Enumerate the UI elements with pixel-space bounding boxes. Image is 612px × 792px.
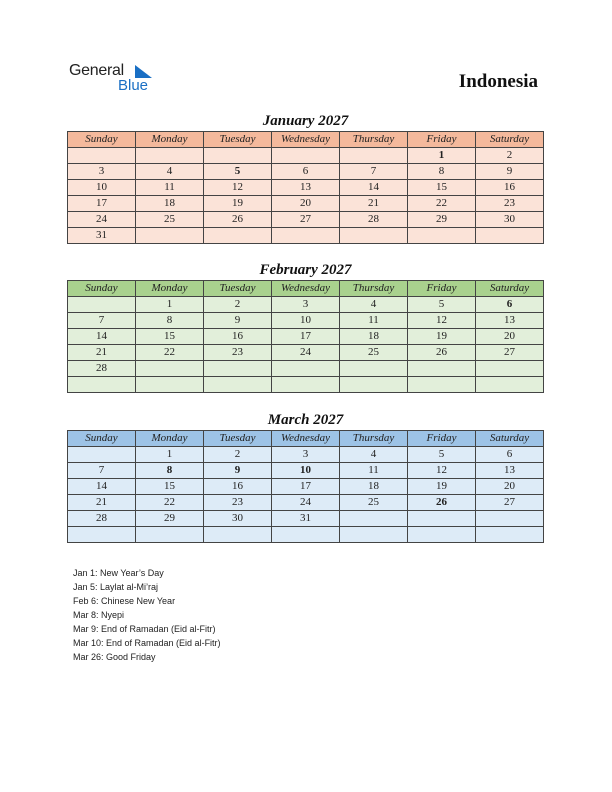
empty-day-cell xyxy=(68,377,136,393)
day-cell: 11 xyxy=(136,180,204,196)
weekday-header: Sunday xyxy=(68,132,136,148)
day-cell: 24 xyxy=(272,345,340,361)
holiday-day-cell: 10 xyxy=(272,463,340,479)
day-cell: 5 xyxy=(408,297,476,313)
month-title-march: March 2027 xyxy=(267,412,344,428)
weekday-header-row xyxy=(68,132,544,148)
month-title-january: January 2027 xyxy=(262,113,349,129)
empty-day-cell xyxy=(476,377,544,393)
day-cell: 24 xyxy=(68,212,136,228)
week-row xyxy=(68,361,544,377)
day-cell: 6 xyxy=(476,447,544,463)
weekday-header: Wednesday xyxy=(272,281,340,297)
day-cell: 19 xyxy=(204,196,272,212)
weekday-header-row xyxy=(68,431,544,447)
day-cell: 14 xyxy=(68,329,136,345)
empty-day-cell xyxy=(408,377,476,393)
calendar-table-february xyxy=(67,280,544,393)
day-cell: 10 xyxy=(68,180,136,196)
day-cell: 8 xyxy=(408,164,476,180)
holiday-item: Mar 8: Nyepi xyxy=(73,610,125,620)
day-cell: 14 xyxy=(340,180,408,196)
day-cell: 17 xyxy=(68,196,136,212)
day-cell: 8 xyxy=(136,313,204,329)
empty-day-cell xyxy=(204,361,272,377)
weekday-header: Monday xyxy=(136,132,204,148)
holiday-item: Mar 10: End of Ramadan (Eid al-Fitr) xyxy=(73,638,221,648)
day-cell: 27 xyxy=(476,495,544,511)
day-cell: 7 xyxy=(68,463,136,479)
day-cell: 19 xyxy=(408,329,476,345)
weekday-header: Saturday xyxy=(476,281,544,297)
empty-day-cell xyxy=(340,361,408,377)
country-title: Indonesia xyxy=(458,71,538,92)
day-cell: 31 xyxy=(272,511,340,527)
week-row xyxy=(68,447,544,463)
day-cell: 28 xyxy=(68,511,136,527)
holiday-day-cell: 9 xyxy=(204,463,272,479)
day-cell: 15 xyxy=(136,479,204,495)
day-cell: 18 xyxy=(340,329,408,345)
empty-day-cell xyxy=(476,511,544,527)
day-cell: 11 xyxy=(340,313,408,329)
day-cell: 15 xyxy=(136,329,204,345)
day-cell: 9 xyxy=(204,313,272,329)
empty-day-cell xyxy=(136,228,204,244)
weekday-header: Friday xyxy=(408,431,476,447)
empty-day-cell xyxy=(136,361,204,377)
week-row xyxy=(68,164,544,180)
empty-day-cell xyxy=(68,297,136,313)
day-cell: 25 xyxy=(340,495,408,511)
holiday-day-cell: 26 xyxy=(408,495,476,511)
day-cell: 18 xyxy=(136,196,204,212)
weekday-header: Wednesday xyxy=(272,132,340,148)
week-row xyxy=(68,345,544,361)
day-cell: 22 xyxy=(136,495,204,511)
empty-day-cell xyxy=(204,148,272,164)
day-cell: 13 xyxy=(476,463,544,479)
day-cell: 20 xyxy=(476,479,544,495)
day-cell: 4 xyxy=(136,164,204,180)
empty-day-cell xyxy=(272,361,340,377)
empty-day-cell xyxy=(340,511,408,527)
week-row xyxy=(68,196,544,212)
day-cell: 20 xyxy=(272,196,340,212)
day-cell: 18 xyxy=(340,479,408,495)
month-march xyxy=(67,410,544,543)
empty-day-cell xyxy=(204,527,272,543)
weekday-header: Tuesday xyxy=(204,132,272,148)
empty-day-cell xyxy=(68,447,136,463)
weekday-header: Monday xyxy=(136,431,204,447)
empty-day-cell xyxy=(476,228,544,244)
empty-day-cell xyxy=(340,377,408,393)
weekday-header: Tuesday xyxy=(204,431,272,447)
holiday-item: Jan 5: Laylat al-Mi’raj xyxy=(73,582,159,592)
day-cell: 21 xyxy=(68,345,136,361)
weekday-header: Monday xyxy=(136,281,204,297)
day-cell: 1 xyxy=(136,297,204,313)
holiday-list xyxy=(73,566,221,664)
day-cell: 2 xyxy=(204,447,272,463)
week-row xyxy=(68,463,544,479)
day-cell: 7 xyxy=(340,164,408,180)
empty-day-cell xyxy=(136,148,204,164)
day-cell: 15 xyxy=(408,180,476,196)
day-cell: 23 xyxy=(204,495,272,511)
empty-day-cell xyxy=(340,228,408,244)
day-cell: 2 xyxy=(204,297,272,313)
day-cell: 25 xyxy=(136,212,204,228)
holiday-day-cell: 1 xyxy=(408,148,476,164)
weekday-header: Sunday xyxy=(68,431,136,447)
weekday-header: Saturday xyxy=(476,431,544,447)
empty-day-cell xyxy=(68,527,136,543)
week-row xyxy=(68,479,544,495)
day-cell: 17 xyxy=(272,329,340,345)
empty-day-cell xyxy=(204,228,272,244)
day-cell: 1 xyxy=(136,447,204,463)
month-january xyxy=(67,111,544,244)
weekday-header: Tuesday xyxy=(204,281,272,297)
day-cell: 23 xyxy=(204,345,272,361)
empty-day-cell xyxy=(272,527,340,543)
holiday-day-cell: 8 xyxy=(136,463,204,479)
day-cell: 12 xyxy=(408,313,476,329)
day-cell: 29 xyxy=(408,212,476,228)
month-february xyxy=(67,260,544,393)
empty-day-cell xyxy=(476,527,544,543)
day-cell: 6 xyxy=(272,164,340,180)
day-cell: 26 xyxy=(204,212,272,228)
day-cell: 17 xyxy=(272,479,340,495)
day-cell: 16 xyxy=(204,479,272,495)
weekday-header-row xyxy=(68,281,544,297)
weekday-header: Sunday xyxy=(68,281,136,297)
month-title-february: February 2027 xyxy=(259,262,352,278)
calendar-table-march xyxy=(67,430,544,543)
day-cell: 3 xyxy=(272,297,340,313)
weekday-header: Thursday xyxy=(340,132,408,148)
day-cell: 22 xyxy=(136,345,204,361)
day-cell: 10 xyxy=(272,313,340,329)
day-cell: 29 xyxy=(136,511,204,527)
day-cell: 28 xyxy=(340,212,408,228)
weekday-header: Friday xyxy=(408,281,476,297)
weekday-header: Saturday xyxy=(476,132,544,148)
week-row xyxy=(68,297,544,313)
day-cell: 2 xyxy=(476,148,544,164)
week-row xyxy=(68,180,544,196)
week-row xyxy=(68,313,544,329)
holiday-item: Feb 6: Chinese New Year xyxy=(73,596,176,606)
day-cell: 31 xyxy=(68,228,136,244)
empty-day-cell xyxy=(408,228,476,244)
day-cell: 4 xyxy=(340,447,408,463)
day-cell: 30 xyxy=(476,212,544,228)
week-row xyxy=(68,527,544,543)
weekday-header: Thursday xyxy=(340,281,408,297)
empty-day-cell xyxy=(408,511,476,527)
day-cell: 3 xyxy=(68,164,136,180)
day-cell: 3 xyxy=(272,447,340,463)
day-cell: 16 xyxy=(204,329,272,345)
day-cell: 30 xyxy=(204,511,272,527)
day-cell: 27 xyxy=(476,345,544,361)
logo-word-general: General xyxy=(69,62,124,79)
calendar-table-january xyxy=(67,131,544,244)
week-row xyxy=(68,495,544,511)
day-cell: 25 xyxy=(340,345,408,361)
empty-day-cell xyxy=(408,527,476,543)
weekday-header: Wednesday xyxy=(272,431,340,447)
day-cell: 27 xyxy=(272,212,340,228)
empty-day-cell xyxy=(136,527,204,543)
day-cell: 21 xyxy=(340,196,408,212)
day-cell: 28 xyxy=(68,361,136,377)
day-cell: 24 xyxy=(272,495,340,511)
empty-day-cell xyxy=(272,377,340,393)
day-cell: 26 xyxy=(408,345,476,361)
week-row xyxy=(68,329,544,345)
day-cell: 14 xyxy=(68,479,136,495)
week-row xyxy=(68,148,544,164)
day-cell: 5 xyxy=(408,447,476,463)
weekday-header: Friday xyxy=(408,132,476,148)
week-row xyxy=(68,212,544,228)
holiday-item: Mar 26: Good Friday xyxy=(73,652,156,662)
empty-day-cell xyxy=(476,361,544,377)
day-cell: 13 xyxy=(272,180,340,196)
day-cell: 19 xyxy=(408,479,476,495)
day-cell: 23 xyxy=(476,196,544,212)
day-cell: 11 xyxy=(340,463,408,479)
day-cell: 13 xyxy=(476,313,544,329)
empty-day-cell xyxy=(136,377,204,393)
empty-day-cell xyxy=(340,148,408,164)
day-cell: 7 xyxy=(68,313,136,329)
holiday-day-cell: 6 xyxy=(476,297,544,313)
holiday-day-cell: 5 xyxy=(204,164,272,180)
holiday-item: Jan 1: New Year’s Day xyxy=(73,568,164,578)
day-cell: 20 xyxy=(476,329,544,345)
empty-day-cell xyxy=(68,148,136,164)
week-row xyxy=(68,377,544,393)
week-row xyxy=(68,511,544,527)
empty-day-cell xyxy=(272,228,340,244)
day-cell: 12 xyxy=(204,180,272,196)
empty-day-cell xyxy=(408,361,476,377)
empty-day-cell xyxy=(204,377,272,393)
day-cell: 9 xyxy=(476,164,544,180)
empty-day-cell xyxy=(340,527,408,543)
day-cell: 21 xyxy=(68,495,136,511)
day-cell: 12 xyxy=(408,463,476,479)
holiday-item: Mar 9: End of Ramadan (Eid al-Fitr) xyxy=(73,624,216,634)
empty-day-cell xyxy=(272,148,340,164)
weekday-header: Thursday xyxy=(340,431,408,447)
day-cell: 16 xyxy=(476,180,544,196)
week-row xyxy=(68,228,544,244)
generalblue-logo xyxy=(69,62,159,96)
day-cell: 4 xyxy=(340,297,408,313)
day-cell: 22 xyxy=(408,196,476,212)
logo-word-blue: Blue xyxy=(118,77,149,94)
